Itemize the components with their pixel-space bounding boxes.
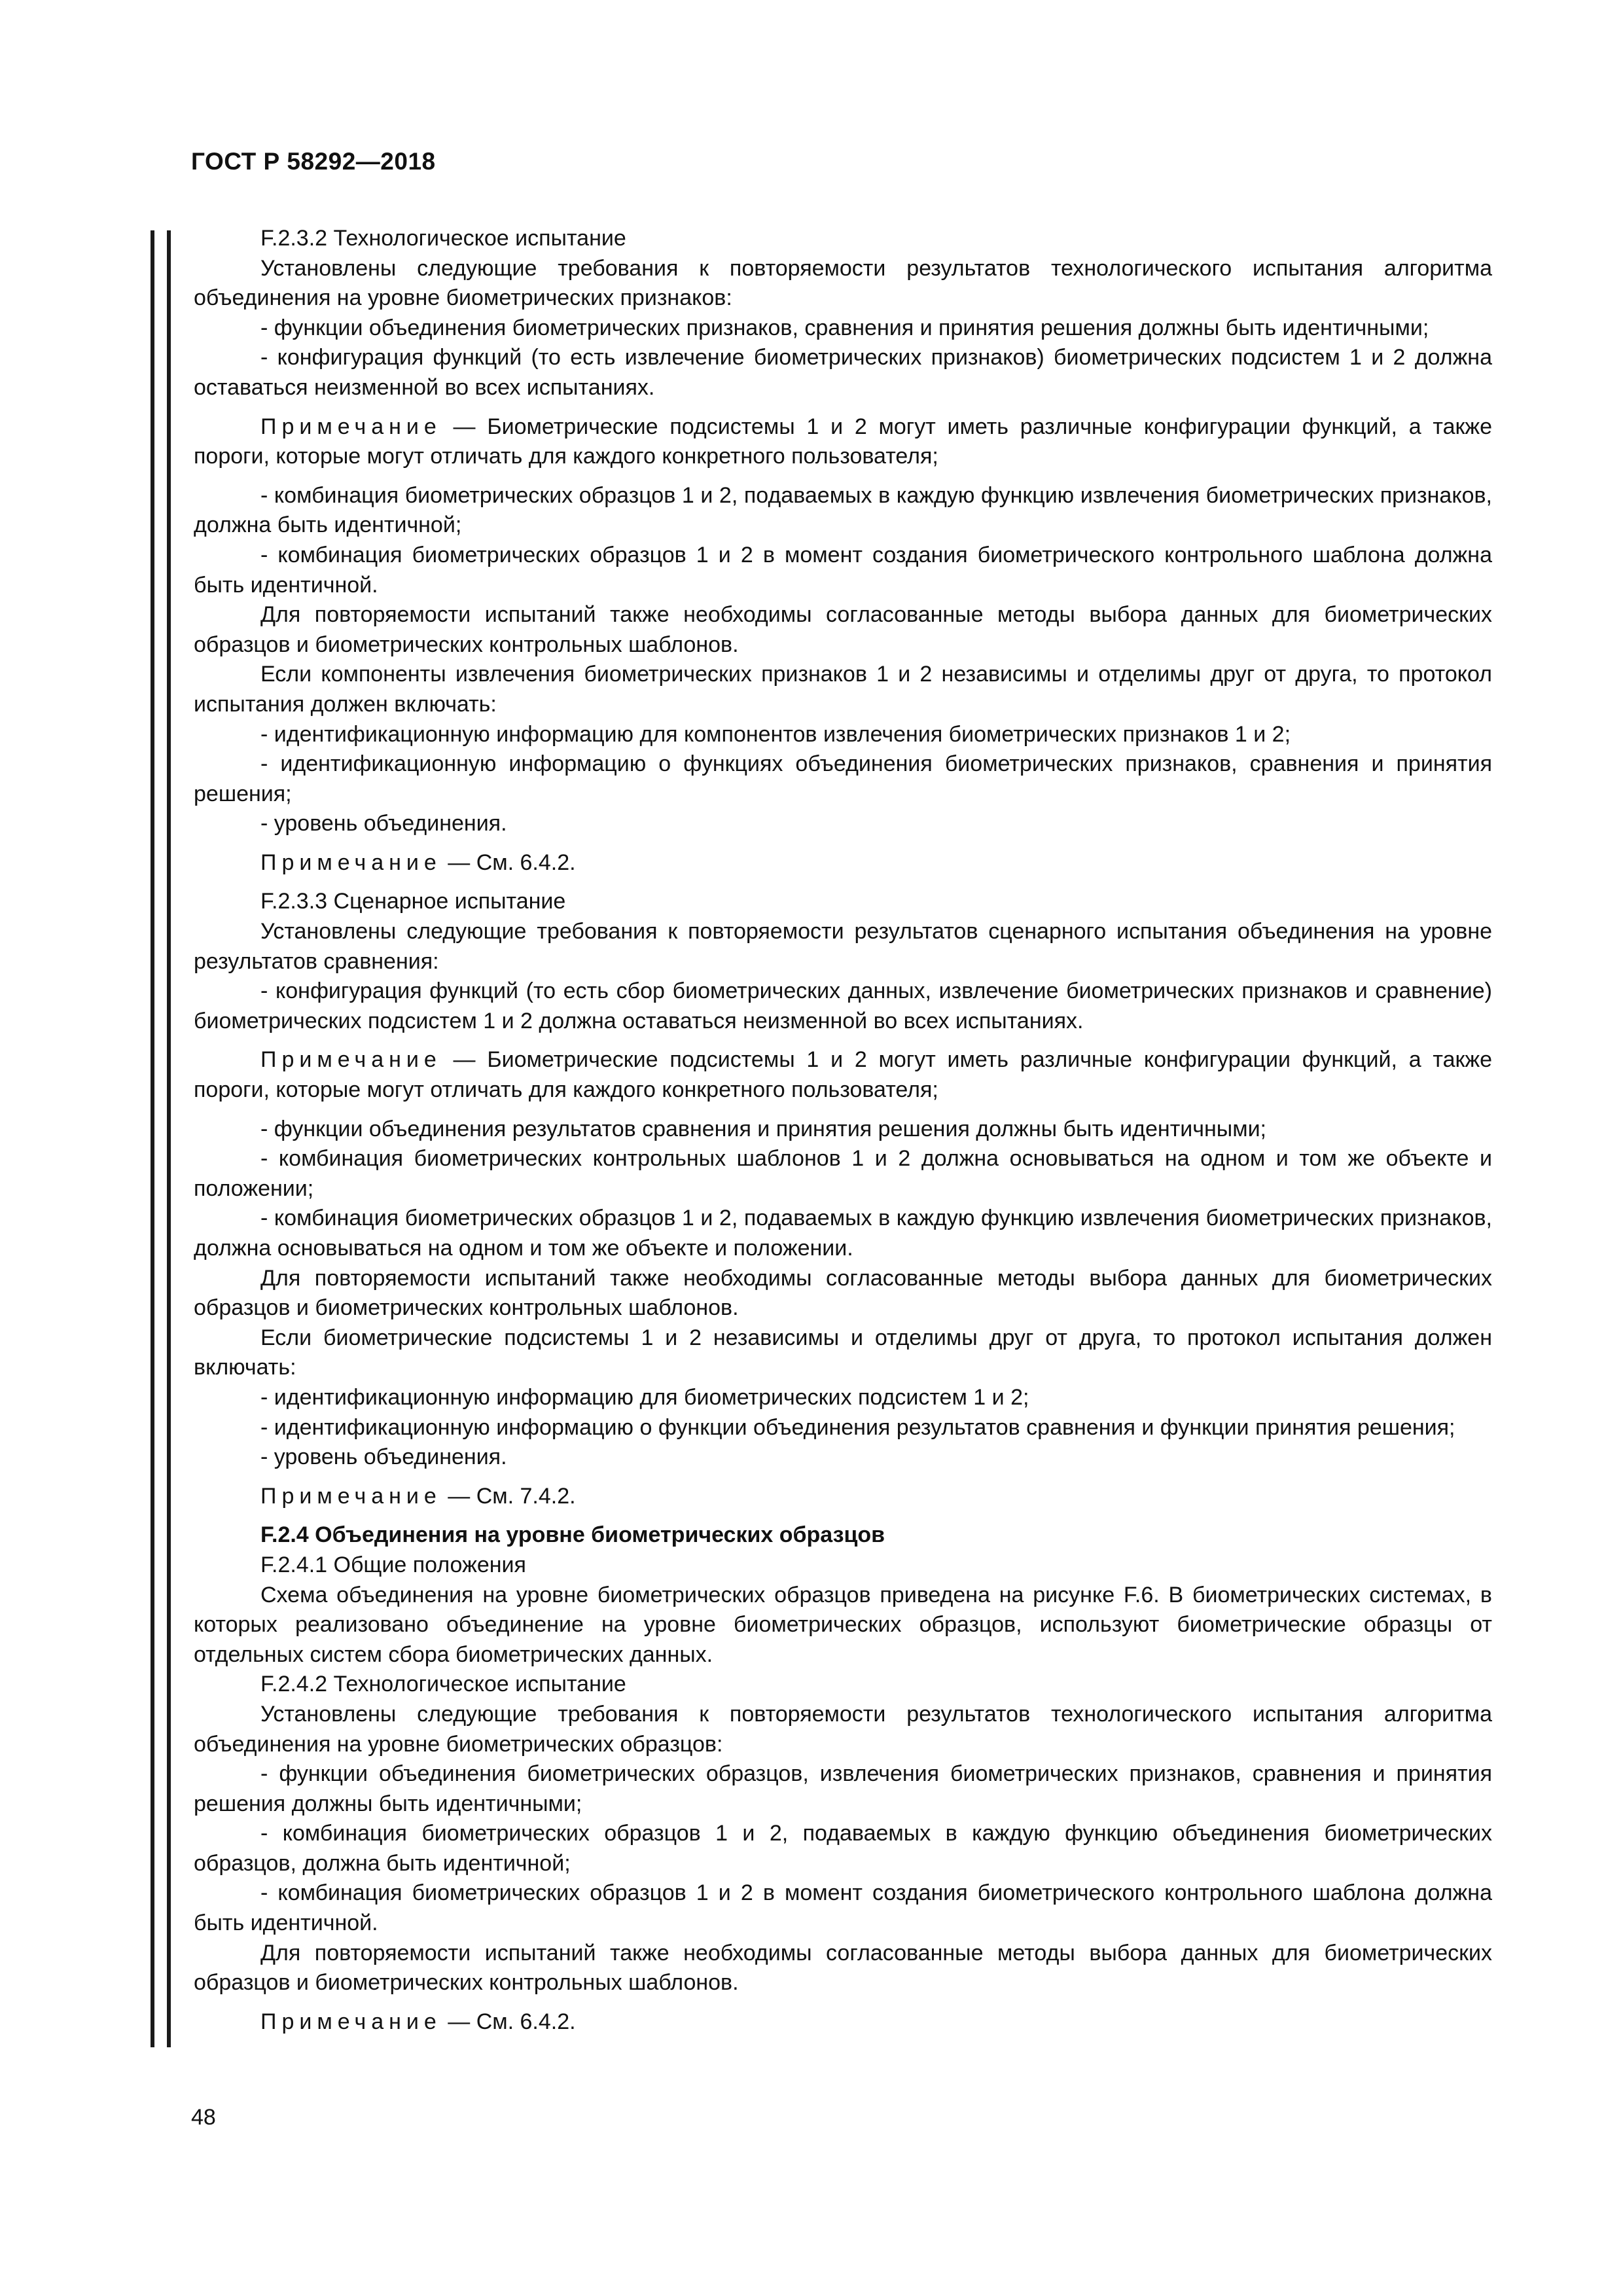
paragraph: - функции объединения биометрических признаков, сравнения и принятия решения должны быть идентичными;: [260, 315, 1429, 340]
paragraph: - комбинация биометрических контрольных шаблонов 1 и 2 должна основываться на одном и том же объекте и положении;: [194, 1146, 1492, 1201]
note-paragraph: [194, 1045, 1492, 1105]
note-label: Примечание: [260, 1047, 442, 1073]
paragraph: - уровень объединения.: [260, 1444, 507, 1470]
paragraph: F.2.4.1 Общие положения: [260, 1552, 526, 1577]
note-label: Примечание: [260, 414, 442, 439]
paragraph: - комбинация биометрических образцов 1 и 2, подаваемых в каждую функцию извлечения биометрических признаков, должна быть идентичной;: [194, 482, 1492, 538]
paragraph: - функции объединения биометрических образцов, извлечения биометрических признаков, сравнения и принятия решения должны быть идентичными;: [194, 1761, 1492, 1816]
note-label: Примечание: [260, 850, 442, 875]
paragraph: Установлены следующие требования к повторяемости результатов технологического испытания алгоритма объединения на уровне биометрических образцов:: [194, 1701, 1492, 1757]
paragraph: Если биометрические подсистемы 1 и 2 независимы и отделимы друг от друга, то протокол испытания должен включать:: [194, 1325, 1492, 1380]
paragraph: - конфигурация функций (то есть сбор биометрических данных, извлечение биометрических признаков и сравнение) биометрических подсистем 1 и 2 должна оставаться неизменной во всех испытаниях.: [194, 978, 1492, 1033]
paragraph: - уровень объединения.: [260, 811, 507, 836]
paragraph: Для повторяемости испытаний также необходимы согласованные методы выбора данных для биометрических образцов и биометрических контрольных шаблонов.: [194, 1940, 1492, 1996]
paragraph: Установлены следующие требования к повторяемости результатов сценарного испытания объединения на уровне результатов сравнения:: [194, 919, 1492, 974]
paragraph: F.2.4.2 Технологическое испытание: [260, 1672, 626, 1697]
note-text: — См. 6.4.2.: [441, 2009, 576, 2034]
change-bar-right: [167, 230, 171, 2047]
note-paragraph: [194, 2007, 1492, 2037]
note-text: — Биометрические подсистемы 1 и 2 могут иметь различные конфигурации функций, а также пороги, которые могут отличать для каждого конкретного пользователя;: [194, 414, 1492, 469]
paragraph: Схема объединения на уровне биометрических образцов приведена на рисунке F.6. В биометрических системах, в которых реализовано объединение на уровне биометрических образцов, используют биометрические образцы от отдельных систем сбора биометрических данных.: [194, 1582, 1492, 1667]
paragraph: Для повторяемости испытаний также необходимы согласованные методы выбора данных для биометрических образцов и биометрических контрольных шаблонов.: [194, 1265, 1492, 1321]
paragraph: F.2.3.3 Сценарное испытание: [260, 889, 566, 914]
paragraph: Если компоненты извлечения биометрических признаков 1 и 2 независимы и отделимы друг от друга, то протокол испытания должен включать:: [194, 662, 1492, 717]
paragraph: - функции объединения результатов сравнения и принятия решения должны быть идентичными;: [260, 1116, 1267, 1141]
paragraph: - комбинация биометрических образцов 1 и 2 в момент создания биометрического контрольного шаблона должна быть идентичной.: [194, 1880, 1492, 1936]
note-paragraph: [194, 848, 1492, 878]
section-heading: F.2.4 Объединения на уровне биометрических образцов: [260, 1522, 885, 1548]
document-body: [194, 224, 1492, 2046]
note-text: — См. 6.4.2.: [441, 850, 576, 875]
paragraph: F.2.3.2 Технологическое испытание: [260, 226, 626, 251]
paragraph: - идентификационную информацию о функциях объединения биометрических признаков, сравнения и принятия решения;: [194, 751, 1492, 806]
note-label: Примечание: [260, 2009, 442, 2034]
document-header: ГОСТ Р 58292—2018: [191, 148, 436, 175]
paragraph: - комбинация биометрических образцов 1 и 2, подаваемых в каждую функцию объединения биометрических образцов, должна быть идентичной;: [194, 1821, 1492, 1876]
paragraph: - комбинация биометрических образцов 1 и 2 в момент создания биометрического контрольного шаблона должна быть идентичной.: [194, 542, 1492, 598]
change-bar-left: [151, 230, 154, 2047]
note-text: — См. 7.4.2.: [441, 1483, 576, 1509]
note-label: Примечание: [260, 1483, 442, 1509]
paragraph: Установлены следующие требования к повторяемости результатов технологического испытания алгоритма объединения на уровне биометрических признаков:: [194, 255, 1492, 311]
paragraph: - идентификационную информацию о функции объединения результатов сравнения и функции принятия решения;: [260, 1414, 1455, 1440]
note-text: — Биометрические подсистемы 1 и 2 могут иметь различные конфигурации функций, а также пороги, которые могут отличать для каждого конкретного пользователя;: [194, 1047, 1492, 1103]
paragraph: Для повторяемости испытаний также необходимы согласованные методы выбора данных для биометрических образцов и биометрических контрольных шаблонов.: [194, 602, 1492, 657]
page-number: 48: [191, 2105, 216, 2130]
note-paragraph: [194, 1482, 1492, 1512]
paragraph: - комбинация биометрических образцов 1 и 2, подаваемых в каждую функцию извлечения биометрических признаков, должна основываться на одном и том же объекте и положении.: [194, 1206, 1492, 1261]
paragraph: - идентификационную информацию для биометрических подсистем 1 и 2;: [260, 1384, 1029, 1410]
note-paragraph: [194, 412, 1492, 472]
paragraph: - идентификационную информацию для компонентов извлечения биометрических признаков 1 и 2;: [260, 721, 1291, 747]
paragraph: - конфигурация функций (то есть извлечение биометрических признаков) биометрических подсистем 1 и 2 должна оставаться неизменной во всех испытаниях.: [194, 345, 1492, 400]
